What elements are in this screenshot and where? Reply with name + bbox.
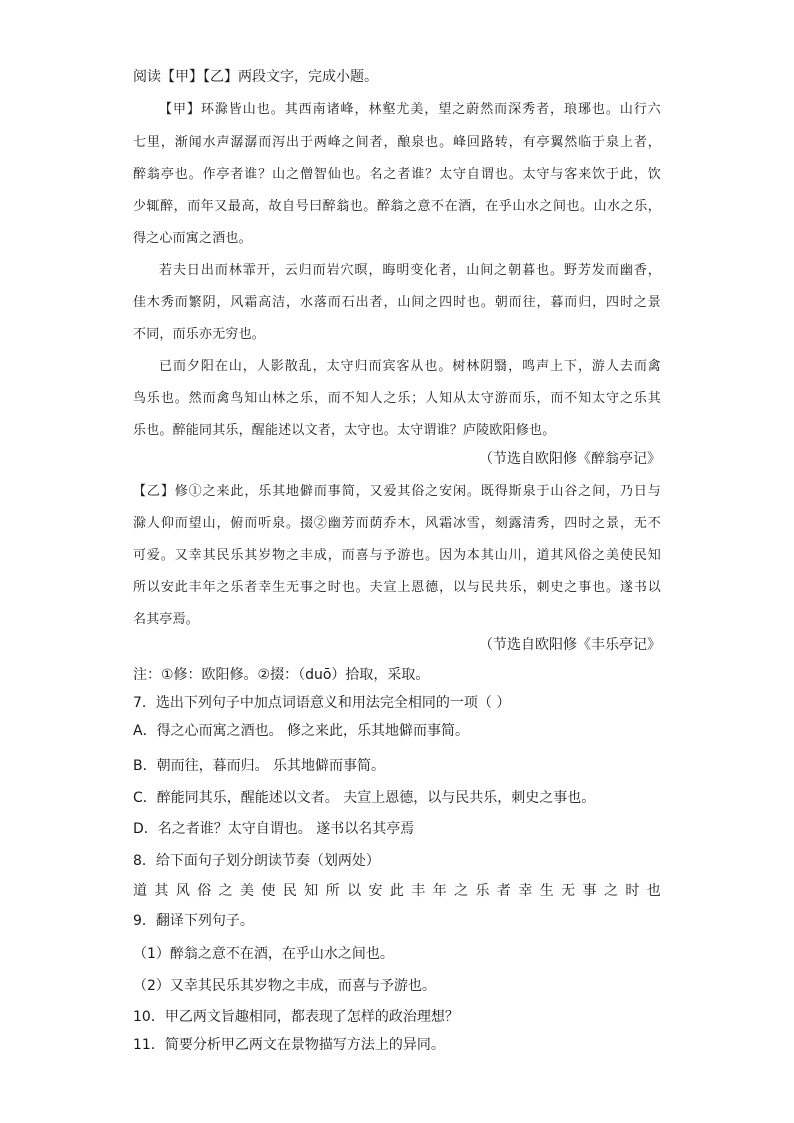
rhythm-char: 生	[539, 883, 554, 899]
rhythm-char: 美	[240, 883, 255, 899]
yi-line: 【乙】修①之来此，乐其地僻而事简，又爱其俗之安闲。既得斯泉于山谷之间，乃日与	[133, 484, 661, 499]
rhythm-char: 之	[218, 883, 233, 899]
yi-line: 所以安此丰年之乐者幸生无事之时也。夫宣上恩德，以与民共乐，刺史之事也。遂书以	[133, 580, 661, 595]
question-7-option-c: C．醉能同其乐，醒能述以文者。 夫宣上恩德，以与民共乐，刺史之事也。	[133, 790, 596, 806]
jia-line: 佳木秀而繁阴，风霜高洁，水落而石出者，山间之四时也。朝而往，暮而归，四时之景	[133, 295, 661, 310]
rhythm-char: 道	[133, 883, 147, 899]
yi-label: 【乙】	[133, 484, 175, 499]
rhythm-char: 知	[304, 883, 319, 899]
jia-line: 七里，渐闻水声潺潺而泻出于两峰之间者，酿泉也。峰回路转，有亭翼然临于泉上者，	[133, 135, 661, 150]
yi-line: 可爱。又幸其民乐其岁物之丰成，而喜与予游也。因为本其山川，道其风俗之美使民知	[133, 548, 661, 563]
question-9-stem: 9．翻译下列句子。	[133, 913, 254, 929]
jia-label: 【甲】	[159, 102, 201, 117]
rhythm-char: 此	[389, 883, 404, 899]
rhythm-char: 无	[561, 883, 576, 899]
rhythm-char: 之	[603, 883, 618, 899]
rhythm-char: 时	[625, 883, 640, 899]
question-8-sentence	[133, 880, 661, 900]
rhythm-char: 丰	[411, 883, 426, 899]
rhythm-char: 民	[282, 883, 297, 899]
jia-line: 鸟乐也。然而禽鸟知山林之乐，而不知人之乐；人知从太守游而乐，而不知太守之乐其	[133, 391, 661, 406]
jia-line: 已而夕阳在山，人影散乱，太守归而宾客从也。树林阴翳，鸣声上下，游人去而禽	[159, 359, 661, 374]
rhythm-char: 安	[368, 883, 383, 899]
footnote: 注：①修：欧阳修。②掇：（duō）拾取，采取。	[133, 667, 430, 683]
yi-line: 名其亭焉。	[133, 612, 200, 627]
jia-line: 少辄醉，而年又最高，故自号曰醉翁也。醉翁之意不在酒，在乎山水之间也。山水之乐，	[133, 199, 661, 214]
rhythm-char: 使	[261, 883, 276, 899]
jia-line: 【甲】环滁皆山也。其西南诸峰，林壑尤美，望之蔚然而深秀者，琅琊也。山行六	[159, 102, 661, 117]
rhythm-char: 事	[582, 883, 597, 899]
jia-line: 不同，而乐亦无穷也。	[133, 327, 266, 342]
reading-instruction: 阅读【甲】【乙】两段文字，完成小题。	[133, 69, 378, 85]
rhythm-char: 幸	[518, 883, 533, 899]
question-8-stem: 8．给下面句子划分朗读节奏（划两处）	[133, 853, 380, 869]
rhythm-char: 其	[154, 883, 169, 899]
jia-line: 得之心而寓之酒也。	[133, 231, 252, 246]
question-7-option-b: B．朝而往，暮而归。 乐其地僻而事简。	[133, 758, 386, 774]
rhythm-char: 年	[432, 883, 447, 899]
question-7-option-d: D．名之者谁？太守自谓也。 遂书以名其亭焉	[133, 821, 415, 837]
jia-line: 醉翁亭也。作亭者谁？山之僧智仙也。名之者谁？太守自谓也。太守与客来饮于此，饮	[133, 167, 661, 182]
jia-source: （节选自欧阳修《醉翁亭记》	[479, 451, 661, 467]
rhythm-char: 也	[646, 883, 661, 899]
question-10: 10．甲乙两文旨趣相同，都表现了怎样的政治理想？	[133, 1009, 459, 1025]
rhythm-char: 者	[496, 883, 511, 899]
question-11: 11．简要分析甲乙两文在景物描写方法上的异同。	[133, 1037, 445, 1053]
rhythm-char: 之	[454, 883, 469, 899]
yi-source: （节选自欧阳修《丰乐亭记》	[479, 637, 661, 653]
question-7-stem: 7．选出下列句子中加点词语意义和用法完全相同的一项（ ）	[133, 695, 511, 711]
question-9-item-1: （1）醉翁之意不在酒，在乎山水之间也。	[133, 946, 394, 962]
rhythm-char: 以	[347, 883, 362, 899]
rhythm-char: 乐	[475, 883, 490, 899]
yi-line: 滁人仰而望山，俯而听泉。掇②幽芳而荫乔木，风霜冰雪，刻露清秀，四时之景，无不	[133, 516, 661, 531]
question-9-item-2: （2）又幸其民乐其岁物之丰成，而喜与予游也。	[133, 978, 436, 994]
jia-line: 乐也。醉能同其乐，醒能述以文者，太守也。太守谓谁？庐陵欧阳修也。	[133, 423, 556, 438]
rhythm-char: 所	[325, 883, 340, 899]
rhythm-char: 俗	[197, 883, 212, 899]
jia-line: 若夫日出而林霏开，云归而岩穴暝，晦明变化者，山间之朝暮也。野芳发而幽香，	[159, 263, 661, 278]
rhythm-char: 风	[175, 883, 190, 899]
question-7-option-a: A．得之心而寓之酒也。 修之来此，乐其地僻而事简。	[133, 723, 470, 739]
